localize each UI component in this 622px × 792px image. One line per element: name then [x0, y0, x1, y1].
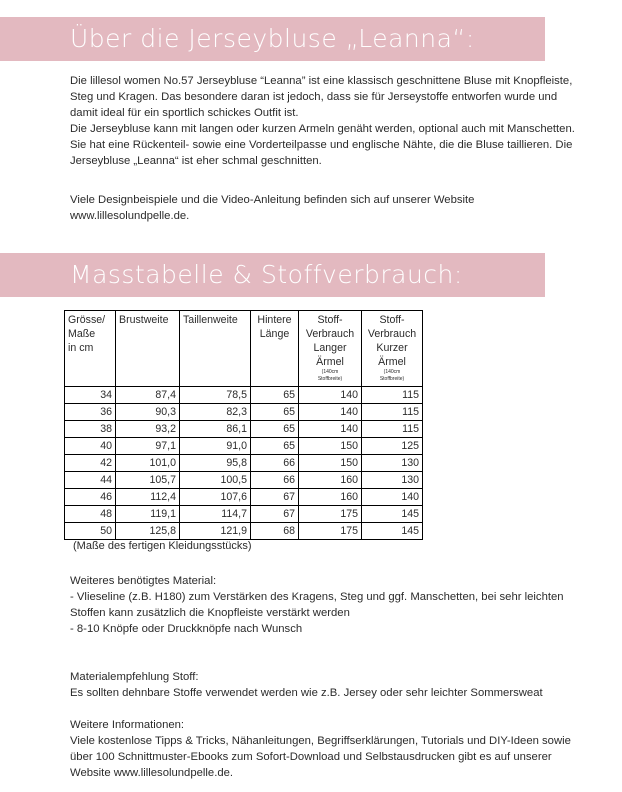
section-heading-about: Über die Jerseybluse „Leanna“:: [0, 17, 545, 61]
header-fabric-long-sleeve: Stoff- Verbrauch Langer Ärmel (140cm Stoffbreite): [299, 311, 362, 387]
more-info-line: über 100 Schnittmuster-Ebooks zum Sofort-Download und Selbstausdrucken gibt es auf unserer: [70, 751, 552, 763]
material-line: - Vlieseline (z.B. H180) zum Verstärken des Kragens, Steg und ggf. Manschetten, bei sehr leichten: [70, 591, 564, 603]
intro-paragraph: [70, 73, 615, 169]
fabric-width-note: (140cm Stoffbreite): [317, 369, 343, 382]
material-title: Weiteres benötigtes Material:: [70, 575, 217, 587]
table-row: 38 93,2 86,1 65 140 115: [65, 421, 423, 438]
table-row: 34 87,4 78,5 65 140 115: [65, 387, 423, 404]
website-link[interactable]: www.lillesolundpelle.de.: [70, 210, 190, 222]
intro-line: Jerseybluse „Leanna“ ist eher schmal geschnitten.: [70, 155, 322, 167]
table-row: 42 101,0 95,8 66 150 130: [65, 455, 423, 472]
header-fabric-short-sleeve: Stoff- Verbrauch Kurzer Ärmel (140cm Stoffbreite): [362, 311, 423, 387]
intro-line: Sie hat eine Rückenteil- sowie eine Vorderteilpasse und englische Nähte, die die Bluse taillieren. Die: [70, 139, 573, 151]
fabric-recommendation-title: Materialempfehlung Stoff:: [70, 671, 199, 683]
intro-line: Die Jerseybluse kann mit langen oder kurzen Armeln genäht werden, optional auch mit Manschetten.: [70, 123, 575, 135]
intro-line: Steg und Kragen. Das besondere daran ist jedoch, dass sie für Jerseystoffe entworfen wurde und: [70, 91, 558, 103]
header-size: Grösse/ Maße in cm: [65, 311, 116, 387]
website-line: Viele Designbeispiele und die Video-Anleitung befinden sich auf unserer Website: [70, 194, 475, 206]
fabric-width-note: (140cm Stoffbreite): [379, 369, 405, 382]
table-row: 44 105,7 100,5 66 160 130: [65, 472, 423, 489]
table-note: (Maße des fertigen Kleidungsstücks): [73, 540, 252, 552]
more-info-section: [70, 717, 615, 781]
material-line: - 8-10 Knöpfe oder Druckknöpfe nach Wunsch: [70, 623, 303, 635]
fabric-recommendation-section: [70, 669, 615, 701]
website-paragraph: [70, 192, 615, 224]
section-heading-size-table: Masstabelle & Stoffverbrauch:: [0, 253, 545, 297]
header-waist: Taillenweite: [180, 311, 251, 387]
table-header-row: [65, 311, 423, 387]
intro-line: Die lillesol women No.57 Jerseybluse “Leanna” ist eine klassisch geschnittene Bluse mit Knopfleiste,: [70, 75, 573, 87]
table-row: 40 97,1 91,0 65 150 125: [65, 438, 423, 455]
fabric-recommendation-line: Es sollten dehnbare Stoffe verwendet werden wie z.B. Jersey oder sehr leichter Sommersweat: [70, 687, 543, 699]
more-info-line: Viele kostenlose Tipps & Tricks, Nähanleitungen, Begriffserklärungen, Tutorials und DIY-Ideen sowie: [70, 735, 571, 747]
table-row: 46 112,4 107,6 67 160 140: [65, 489, 423, 506]
header-back-length: Hintere Länge: [251, 311, 299, 387]
table-row: 48 119,1 114,7 67 175 145: [65, 506, 423, 523]
table-row: 36 90,3 82,3 65 140 115: [65, 404, 423, 421]
material-section: [70, 573, 615, 637]
more-info-line: Website www.lillesolundpelle.de.: [70, 767, 234, 779]
material-line: Stoffen kann zusätzlich die Knopfleiste verstärkt werden: [70, 607, 350, 619]
size-table: [64, 310, 423, 540]
table-row: 50 125,8 121,9 68 175 145: [65, 523, 423, 540]
more-info-title: Weitere Informationen:: [70, 719, 185, 731]
header-chest: Brustweite: [116, 311, 180, 387]
intro-line: damit ideal für ein sportlich schickes Outfit ist.: [70, 107, 299, 119]
